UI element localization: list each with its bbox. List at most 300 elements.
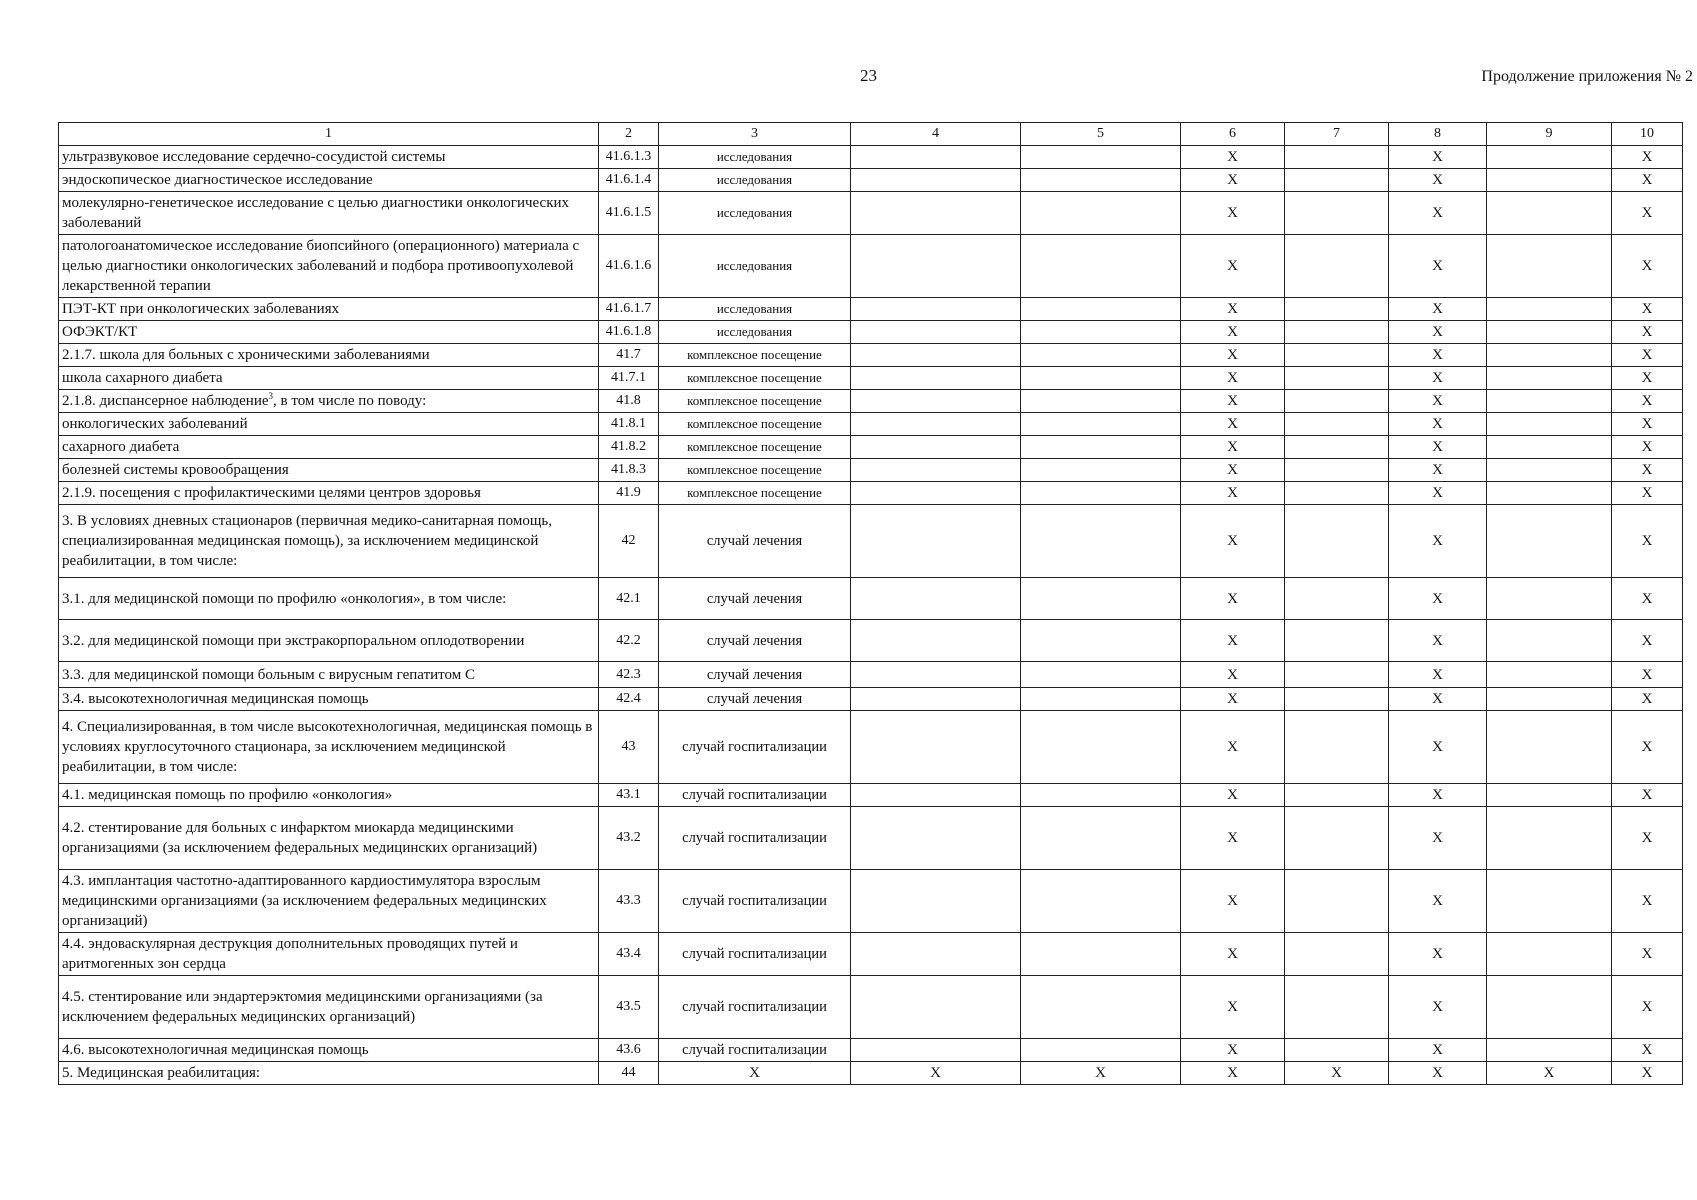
row-cell-c7: [1285, 662, 1389, 688]
row-cell-c7: [1285, 146, 1389, 169]
row-cell-c6: X: [1181, 235, 1285, 298]
row-cell-c7: [1285, 933, 1389, 976]
table-row: [59, 344, 1683, 367]
row-cell-c6: X: [1181, 344, 1285, 367]
row-cell-c10: X: [1612, 344, 1683, 367]
row-unit: комплексное посещение: [659, 436, 851, 459]
row-cell-c4: [851, 1039, 1021, 1062]
row-cell-c10: X: [1612, 367, 1683, 390]
row-cell-c4: [851, 482, 1021, 505]
table-row: [59, 662, 1683, 688]
row-cell-c5: [1021, 367, 1181, 390]
row-cell-c8: X: [1389, 870, 1487, 933]
row-cell-c6: X: [1181, 1062, 1285, 1085]
row-cell-c10: X: [1612, 436, 1683, 459]
row-cell-c6: X: [1181, 192, 1285, 235]
row-cell-c8: X: [1389, 192, 1487, 235]
row-code: 43.5: [599, 976, 659, 1039]
row-cell-c10: X: [1612, 169, 1683, 192]
row-cell-c8: X: [1389, 1062, 1487, 1085]
row-cell-c8: X: [1389, 146, 1487, 169]
row-cell-c9: [1487, 192, 1612, 235]
row-name-suffix: , в том числе по поводу:: [273, 393, 427, 409]
row-cell-c5: [1021, 146, 1181, 169]
row-cell-c5: [1021, 298, 1181, 321]
row-code: 42.3: [599, 662, 659, 688]
row-cell-c6: X: [1181, 390, 1285, 413]
row-cell-c5: [1021, 413, 1181, 436]
data-table-container: [58, 122, 1682, 1085]
row-cell-c8: X: [1389, 933, 1487, 976]
row-name-cell: [59, 1039, 599, 1062]
row-cell-c5: [1021, 711, 1181, 784]
table-row: [59, 413, 1683, 436]
table-row: [59, 1039, 1683, 1062]
row-cell-c6: X: [1181, 459, 1285, 482]
row-code: 43.4: [599, 933, 659, 976]
row-cell-c5: [1021, 235, 1181, 298]
row-cell-c7: [1285, 1039, 1389, 1062]
row-name: 3.4. высокотехнологичная медицинская помощь: [62, 691, 369, 707]
row-cell-c5: [1021, 933, 1181, 976]
row-unit: случай госпитализации: [659, 870, 851, 933]
row-cell-c8: X: [1389, 807, 1487, 870]
row-cell-c6: X: [1181, 784, 1285, 807]
table-row: [59, 390, 1683, 413]
row-cell-c5: [1021, 807, 1181, 870]
row-cell-c7: [1285, 620, 1389, 662]
row-name-cell: [59, 413, 599, 436]
row-cell-c8: X: [1389, 235, 1487, 298]
row-cell-c8: X: [1389, 976, 1487, 1039]
row-cell-c10: X: [1612, 321, 1683, 344]
row-code: 42.4: [599, 688, 659, 711]
column-header-3: 3: [659, 123, 851, 146]
row-cell-c9: [1487, 688, 1612, 711]
row-cell-c9: [1487, 321, 1612, 344]
row-code: 44: [599, 1062, 659, 1085]
table-row: [59, 192, 1683, 235]
row-name: 4.1. медицинская помощь по профилю «онкология»: [62, 787, 393, 803]
row-cell-c4: [851, 711, 1021, 784]
footnote-marker: 3: [268, 391, 274, 401]
row-cell-c10: X: [1612, 235, 1683, 298]
row-unit: исследования: [659, 192, 851, 235]
row-name-cell: [59, 298, 599, 321]
row-cell-c6: X: [1181, 505, 1285, 578]
row-name-cell: [59, 235, 599, 298]
row-cell-c4: [851, 459, 1021, 482]
row-name-cell: [59, 192, 599, 235]
row-cell-c8: X: [1389, 459, 1487, 482]
row-name: 4.4. эндоваскулярная деструкция дополнительных проводящих путей и аритмогенных зон сердца: [62, 936, 518, 972]
row-cell-c10: X: [1612, 870, 1683, 933]
row-cell-c5: [1021, 976, 1181, 1039]
row-code: 41.7.1: [599, 367, 659, 390]
row-name-cell: [59, 784, 599, 807]
row-cell-c9: [1487, 578, 1612, 620]
column-header-8: 8: [1389, 123, 1487, 146]
row-unit: случай госпитализации: [659, 1039, 851, 1062]
row-name: сахарного диабета: [62, 439, 180, 455]
table-body: [59, 146, 1683, 1085]
column-header-4: 4: [851, 123, 1021, 146]
row-cell-c5: [1021, 192, 1181, 235]
row-cell-c8: X: [1389, 578, 1487, 620]
row-cell-c9: [1487, 784, 1612, 807]
row-code: 42: [599, 505, 659, 578]
row-name: ультразвуковое исследование сердечно-сосудистой системы: [62, 149, 446, 165]
column-header-5: 5: [1021, 123, 1181, 146]
table-row: [59, 482, 1683, 505]
row-cell-c7: [1285, 344, 1389, 367]
row-unit: комплексное посещение: [659, 367, 851, 390]
row-unit: исследования: [659, 298, 851, 321]
column-header-2: 2: [599, 123, 659, 146]
column-header-6: 6: [1181, 123, 1285, 146]
table-row: [59, 870, 1683, 933]
table-row: [59, 505, 1683, 578]
table-row: [59, 321, 1683, 344]
row-cell-c10: X: [1612, 413, 1683, 436]
row-cell-c8: X: [1389, 482, 1487, 505]
row-cell-c9: [1487, 1039, 1612, 1062]
row-name-cell: [59, 321, 599, 344]
row-cell-c10: X: [1612, 505, 1683, 578]
row-unit: случай лечения: [659, 620, 851, 662]
row-cell-c6: X: [1181, 482, 1285, 505]
row-name: 2.1.7. школа для больных с хроническими заболеваниями: [62, 347, 430, 363]
row-cell-c9: [1487, 436, 1612, 459]
row-cell-c5: [1021, 169, 1181, 192]
row-name: патологоанатомическое исследование биопсийного (операционного) материала с целью диагностики онкологических заболеваний и подбора противоопухолевой лекарственной терапии: [62, 238, 580, 294]
row-name: ОФЭКТ/КТ: [62, 324, 138, 340]
row-cell-c9: [1487, 459, 1612, 482]
row-unit: случай лечения: [659, 505, 851, 578]
row-name-cell: [59, 459, 599, 482]
row-code: 43.2: [599, 807, 659, 870]
row-code: 43: [599, 711, 659, 784]
row-name-cell: [59, 976, 599, 1039]
row-cell-c4: [851, 235, 1021, 298]
row-cell-c8: X: [1389, 436, 1487, 459]
row-unit: случай госпитализации: [659, 784, 851, 807]
row-cell-c5: [1021, 390, 1181, 413]
row-cell-c4: [851, 321, 1021, 344]
row-cell-c5: [1021, 505, 1181, 578]
row-cell-c7: [1285, 459, 1389, 482]
row-cell-c7: [1285, 413, 1389, 436]
row-cell-c10: X: [1612, 459, 1683, 482]
row-unit: случай лечения: [659, 578, 851, 620]
row-code: 41.8: [599, 390, 659, 413]
row-name-cell: [59, 662, 599, 688]
table-row: [59, 784, 1683, 807]
row-cell-c7: [1285, 235, 1389, 298]
row-cell-c6: X: [1181, 298, 1285, 321]
row-cell-c8: X: [1389, 784, 1487, 807]
row-cell-c8: X: [1389, 688, 1487, 711]
table-row: [59, 1062, 1683, 1085]
row-unit: исследования: [659, 169, 851, 192]
column-header-9: 9: [1487, 123, 1612, 146]
row-code: 43.3: [599, 870, 659, 933]
row-cell-c9: [1487, 933, 1612, 976]
row-cell-c9: [1487, 298, 1612, 321]
row-name: 4. Специализированная, в том числе высокотехнологичная, медицинская помощь в условиях круглосуточного стационара, за исключением медицинской реабилитации, в том числе:: [62, 719, 593, 775]
row-unit: случай госпитализации: [659, 933, 851, 976]
row-cell-c8: X: [1389, 1039, 1487, 1062]
table-row: [59, 367, 1683, 390]
table-row: [59, 169, 1683, 192]
row-name-cell: [59, 578, 599, 620]
row-cell-c9: [1487, 505, 1612, 578]
row-code: 41.6.1.7: [599, 298, 659, 321]
row-cell-c5: [1021, 784, 1181, 807]
row-cell-c7: [1285, 367, 1389, 390]
row-cell-c6: X: [1181, 169, 1285, 192]
row-cell-c9: [1487, 976, 1612, 1039]
table-header-row: [59, 123, 1683, 146]
row-cell-c9: [1487, 870, 1612, 933]
row-name: 2.1.8. диспансерное наблюдение: [62, 393, 269, 409]
row-cell-c9: [1487, 711, 1612, 784]
row-name-cell: [59, 367, 599, 390]
row-cell-c10: X: [1612, 976, 1683, 1039]
row-cell-c5: [1021, 436, 1181, 459]
row-unit: комплексное посещение: [659, 344, 851, 367]
row-cell-c10: X: [1612, 578, 1683, 620]
row-cell-c9: [1487, 146, 1612, 169]
row-cell-c4: [851, 367, 1021, 390]
row-cell-c5: [1021, 482, 1181, 505]
row-cell-c4: [851, 505, 1021, 578]
row-cell-c4: [851, 298, 1021, 321]
row-cell-c8: X: [1389, 298, 1487, 321]
row-code: 41.7: [599, 344, 659, 367]
row-cell-c7: [1285, 505, 1389, 578]
row-cell-c9: [1487, 390, 1612, 413]
row-cell-c8: X: [1389, 344, 1487, 367]
row-cell-c4: [851, 807, 1021, 870]
row-code: 41.6.1.8: [599, 321, 659, 344]
row-name: 4.2. стентирование для больных с инфарктом миокарда медицинскими организациями (за исключением федеральных медицинских организаций): [62, 820, 538, 856]
row-cell-c8: X: [1389, 413, 1487, 436]
row-code: 41.8.3: [599, 459, 659, 482]
row-code: 43.6: [599, 1039, 659, 1062]
row-name-cell: [59, 169, 599, 192]
row-cell-c8: X: [1389, 620, 1487, 662]
row-name: 3.1. для медицинской помощи по профилю «онкология», в том числе:: [62, 590, 507, 607]
row-unit: комплексное посещение: [659, 459, 851, 482]
row-code: 41.8.1: [599, 413, 659, 436]
row-cell-c6: X: [1181, 870, 1285, 933]
row-code: 41.9: [599, 482, 659, 505]
row-name-cell: [59, 1062, 599, 1085]
row-name: 3. В условиях дневных стационаров (первичная медико-санитарная помощь, специализированная медицинская помощь), за исключением медицинской реабилитации, в том числе:: [62, 513, 552, 569]
page-number: 23: [860, 66, 877, 85]
row-cell-c9: [1487, 413, 1612, 436]
row-cell-c10: X: [1612, 192, 1683, 235]
row-cell-c10: X: [1612, 933, 1683, 976]
row-name: болезней системы кровообращения: [62, 462, 289, 478]
row-cell-c5: [1021, 344, 1181, 367]
row-name: 2.1.9. посещения с профилактическими целями центров здоровья: [62, 485, 481, 501]
row-cell-c4: [851, 688, 1021, 711]
row-unit: исследования: [659, 235, 851, 298]
row-unit: случай госпитализации: [659, 976, 851, 1039]
row-cell-c4: [851, 976, 1021, 1039]
row-name: 4.3. имплантация частотно-адаптированного кардиостимулятора взрослым медицинскими организациями (за исключением федеральных медицинских организаций): [62, 873, 547, 929]
row-cell-c5: [1021, 1039, 1181, 1062]
row-name-cell: [59, 146, 599, 169]
row-cell-c7: [1285, 976, 1389, 1039]
row-cell-c10: X: [1612, 662, 1683, 688]
row-name-cell: [59, 807, 599, 870]
row-name-cell: [59, 390, 599, 413]
row-cell-c7: [1285, 192, 1389, 235]
table-row: [59, 976, 1683, 1039]
row-cell-c10: X: [1612, 1062, 1683, 1085]
row-unit: исследования: [659, 146, 851, 169]
row-cell-c7: [1285, 298, 1389, 321]
row-unit: случай госпитализации: [659, 807, 851, 870]
row-name: 5. Медицинская реабилитация:: [62, 1065, 261, 1081]
row-cell-c10: X: [1612, 807, 1683, 870]
row-cell-c6: X: [1181, 711, 1285, 784]
row-cell-c9: [1487, 662, 1612, 688]
row-cell-c5: [1021, 870, 1181, 933]
row-cell-c10: X: [1612, 620, 1683, 662]
row-cell-c4: [851, 870, 1021, 933]
table-row: [59, 807, 1683, 870]
table-row: [59, 711, 1683, 784]
table-row: [59, 578, 1683, 620]
row-cell-c7: [1285, 482, 1389, 505]
row-name: 4.5. стентирование или эндартерэктомия медицинскими организациями (за исключением федеральных медицинских организаций): [62, 989, 543, 1025]
row-cell-c7: [1285, 436, 1389, 459]
row-cell-c4: [851, 784, 1021, 807]
continuation-note: Продолжение приложения № 2: [1481, 68, 1693, 85]
row-cell-c9: [1487, 169, 1612, 192]
row-cell-c4: [851, 192, 1021, 235]
row-cell-c4: [851, 390, 1021, 413]
row-cell-c7: [1285, 688, 1389, 711]
table-row: [59, 459, 1683, 482]
row-name-cell: [59, 933, 599, 976]
row-cell-c10: X: [1612, 390, 1683, 413]
column-header-1: 1: [59, 123, 599, 146]
row-name-cell: [59, 505, 599, 578]
row-code: 41.6.1.5: [599, 192, 659, 235]
row-name-cell: [59, 482, 599, 505]
row-cell-c6: X: [1181, 976, 1285, 1039]
row-code: 41.6.1.6: [599, 235, 659, 298]
row-unit: комплексное посещение: [659, 413, 851, 436]
row-name-cell: [59, 688, 599, 711]
row-name: молекулярно-генетическое исследование с целью диагностики онкологических заболеваний: [62, 195, 570, 231]
row-cell-c4: [851, 933, 1021, 976]
row-name-cell: [59, 711, 599, 784]
row-cell-c7: [1285, 807, 1389, 870]
table-row: [59, 235, 1683, 298]
row-cell-c6: X: [1181, 578, 1285, 620]
row-cell-c5: [1021, 578, 1181, 620]
row-cell-c7: [1285, 169, 1389, 192]
row-cell-c6: X: [1181, 413, 1285, 436]
row-cell-c7: [1285, 870, 1389, 933]
row-cell-c4: [851, 662, 1021, 688]
table-row: [59, 688, 1683, 711]
row-cell-c5: [1021, 620, 1181, 662]
row-cell-c6: X: [1181, 1039, 1285, 1062]
row-code: 41.6.1.3: [599, 146, 659, 169]
row-cell-c10: X: [1612, 1039, 1683, 1062]
row-cell-c7: [1285, 390, 1389, 413]
row-unit: случай госпитализации: [659, 711, 851, 784]
row-cell-c6: X: [1181, 620, 1285, 662]
row-cell-c5: [1021, 459, 1181, 482]
row-cell-c4: [851, 436, 1021, 459]
row-code: 42.2: [599, 620, 659, 662]
row-code: 42.1: [599, 578, 659, 620]
row-cell-c8: X: [1389, 367, 1487, 390]
row-cell-c4: [851, 413, 1021, 436]
row-name: школа сахарного диабета: [62, 370, 223, 386]
table-row: [59, 146, 1683, 169]
row-cell-c5: [1021, 662, 1181, 688]
row-name-cell: [59, 620, 599, 662]
column-header-10: 10: [1612, 123, 1683, 146]
row-cell-c7: [1285, 578, 1389, 620]
row-cell-c4: X: [851, 1062, 1021, 1085]
row-cell-c8: X: [1389, 662, 1487, 688]
row-cell-c6: X: [1181, 321, 1285, 344]
row-name: эндоскопическое диагностическое исследование: [62, 172, 373, 188]
row-cell-c9: [1487, 620, 1612, 662]
row-cell-c10: X: [1612, 711, 1683, 784]
table-row: [59, 620, 1683, 662]
row-cell-c8: X: [1389, 711, 1487, 784]
row-unit: случай лечения: [659, 662, 851, 688]
row-unit: исследования: [659, 321, 851, 344]
row-cell-c5: [1021, 321, 1181, 344]
table-row: [59, 298, 1683, 321]
row-cell-c4: [851, 620, 1021, 662]
row-cell-c8: X: [1389, 390, 1487, 413]
row-cell-c8: X: [1389, 169, 1487, 192]
data-table: [58, 122, 1683, 1085]
row-cell-c10: X: [1612, 482, 1683, 505]
row-name: 3.2. для медицинской помощи при экстракорпоральном оплодотворении: [62, 632, 525, 649]
row-cell-c10: X: [1612, 784, 1683, 807]
column-header-7: 7: [1285, 123, 1389, 146]
row-cell-c6: X: [1181, 662, 1285, 688]
row-name: 4.6. высокотехнологичная медицинская помощь: [62, 1042, 369, 1058]
row-cell-c10: X: [1612, 146, 1683, 169]
row-unit: комплексное посещение: [659, 482, 851, 505]
table-row: [59, 436, 1683, 459]
row-cell-c4: [851, 578, 1021, 620]
row-cell-c6: X: [1181, 807, 1285, 870]
row-cell-c10: X: [1612, 688, 1683, 711]
row-cell-c7: [1285, 711, 1389, 784]
row-cell-c8: X: [1389, 505, 1487, 578]
row-name: ПЭТ-КТ при онкологических заболеваниях: [62, 301, 340, 317]
row-code: 43.1: [599, 784, 659, 807]
row-cell-c9: [1487, 235, 1612, 298]
row-cell-c7: X: [1285, 1062, 1389, 1085]
